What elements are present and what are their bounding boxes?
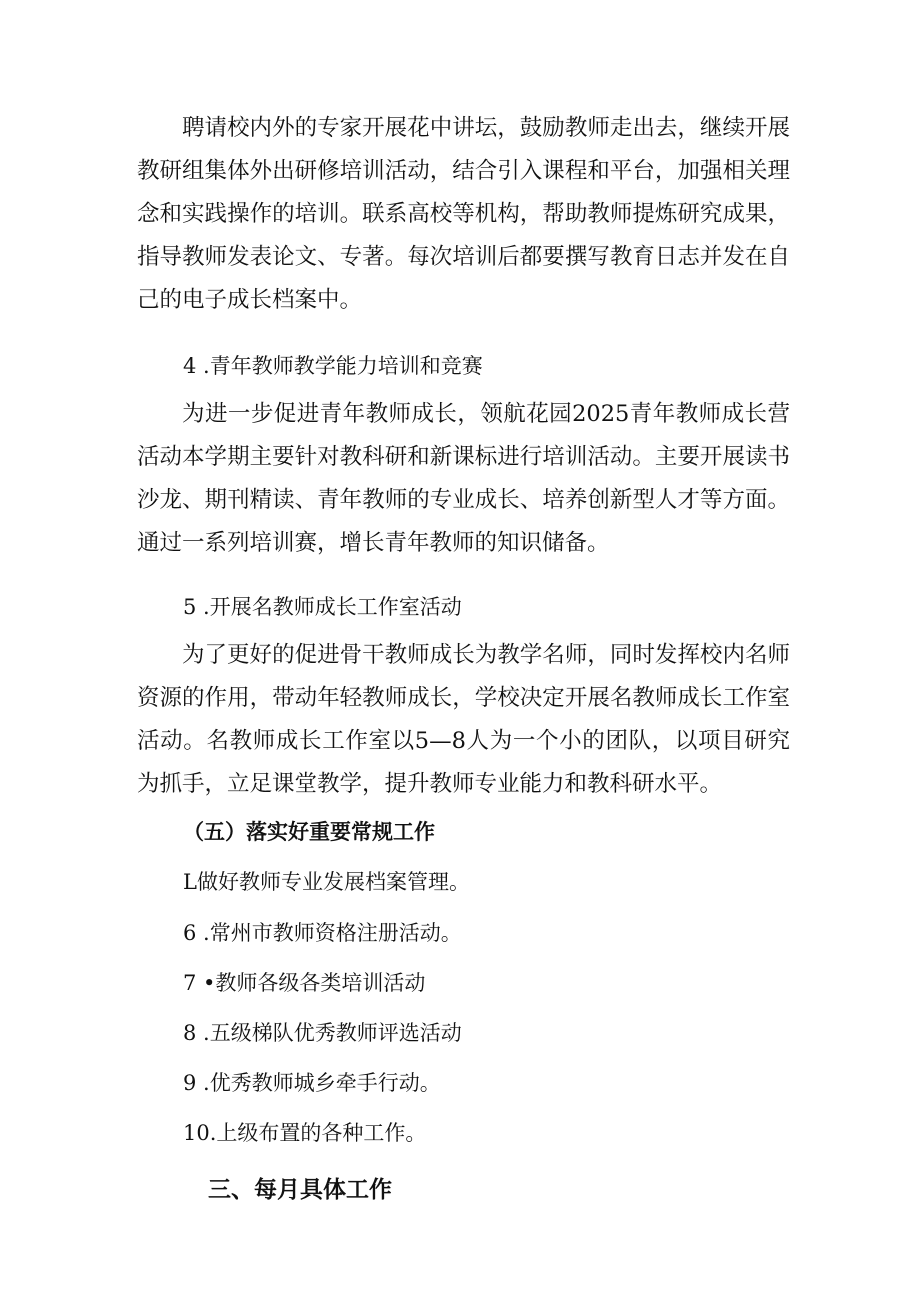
paragraph-young-teachers: 为进一步促进青年教师成长，领航花园2025青年教师成长营活动本学期主要针对教科研和新课标进行培训活动。主要开展读书沙龙、期刊精读、青年教师的专业成长、培养创新型人才等方面。通过一系列培训赛，增长青年教师的知识储备。 — [137, 401, 790, 556]
subsection-5-heading: （五）落实好重要常规工作 — [183, 819, 435, 844]
paragraph-training: 聘请校内外的专家开展花中讲坛，鼓励教师走出去，继续开展教研组集体外出研修培训活动，结合引入课程和平台，加强相关理念和实践操作的培训。联系高校等机构，帮助教师提炼研究成果，指导教师发表论文、专著。每次培训后都要撰写教育日志并发在自己的电子成长档案中。 — [137, 115, 790, 313]
routine-item: 8 .五级梯队优秀教师评选活动 — [183, 1021, 462, 1045]
routine-item: L做好教师专业发展档案管理。 — [183, 870, 470, 894]
routine-item: 6 .常州市教师资格注册活动。 — [183, 921, 462, 945]
item-4-heading: 4 .青年教师教学能力培训和竞赛 — [183, 354, 483, 378]
section-3-heading: 三、每月具体工作 — [208, 1177, 392, 1203]
item-5-heading: 5 .开展名教师成长工作室活动 — [183, 595, 462, 619]
routine-item: 7 •教师各级各类培训活动 — [183, 971, 426, 995]
routine-item: 10.上级布置的各种工作。 — [183, 1121, 427, 1145]
paragraph-studio: 为了更好的促进骨干教师成长为教学名师，同时发挥校内名师资源的作用，带动年轻教师成长，学校决定开展名教师成长工作室活动。名教师成长工作室以5—8人为一个小的团队，以项目研究为抓手，立足课堂教学，提升教师专业能力和教科研水平。 — [137, 642, 790, 797]
routine-item: 9 .优秀教师城乡牵手行动。 — [183, 1071, 441, 1095]
